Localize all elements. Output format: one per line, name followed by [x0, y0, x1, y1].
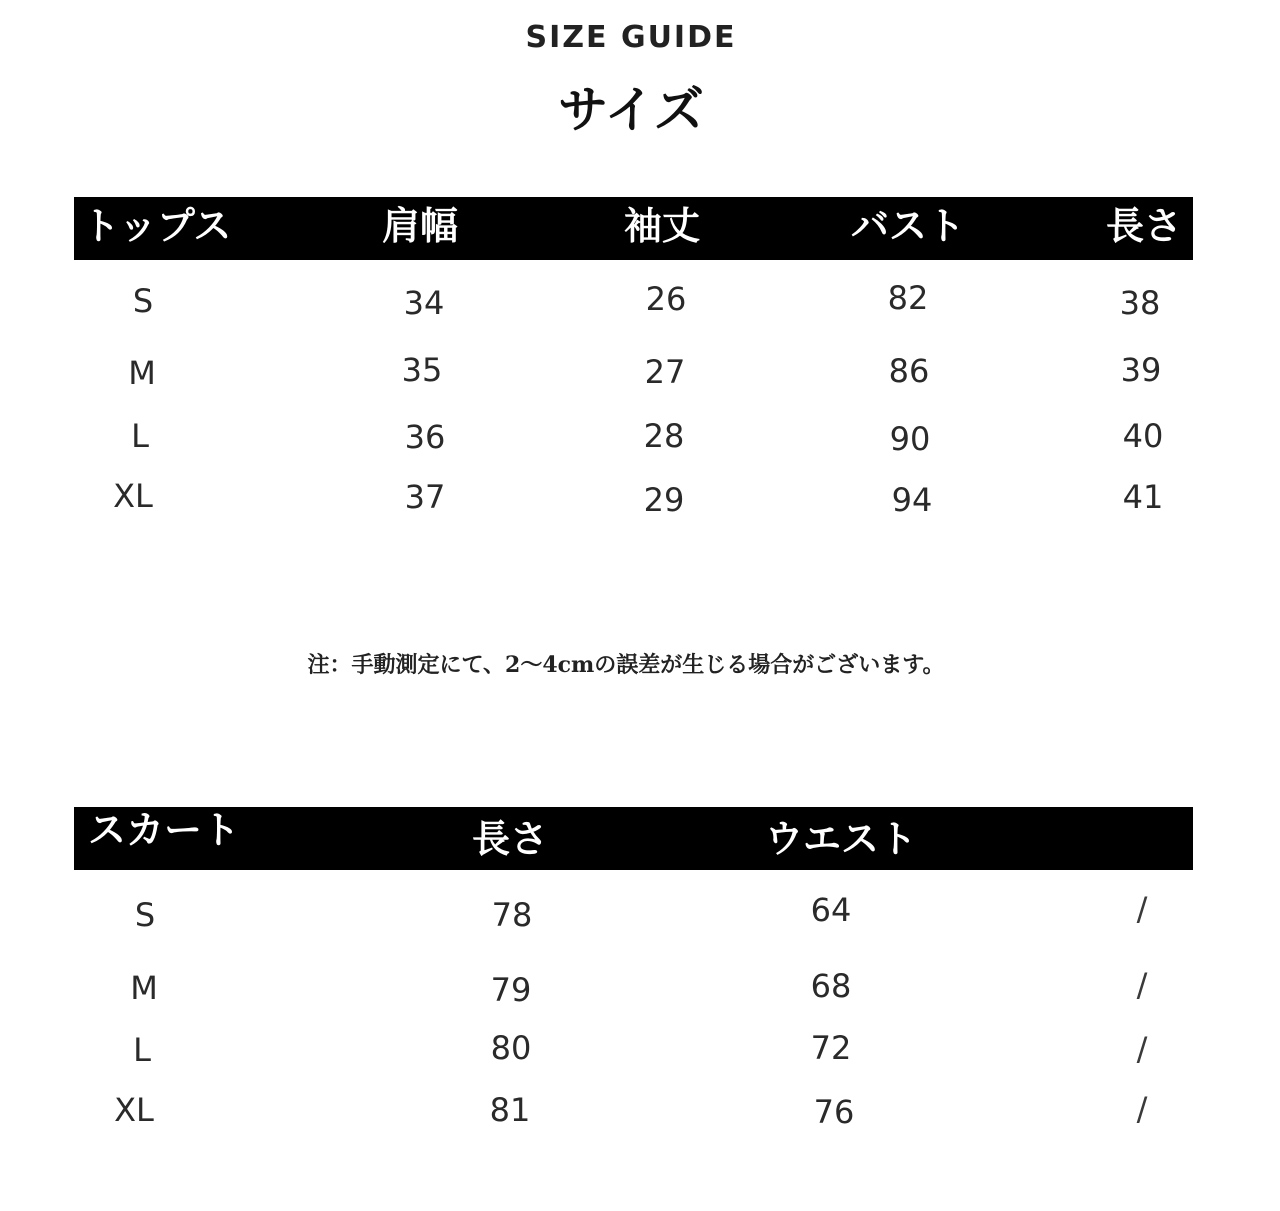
- size-guide-label: SIZE GUIDE: [525, 20, 737, 55]
- shoulder-value: 37: [404, 478, 446, 516]
- bust-value: 90: [889, 420, 931, 458]
- length-value: 79: [490, 971, 532, 1009]
- tops-header-shoulder: 肩幅: [382, 203, 459, 248]
- size-label: L: [131, 417, 149, 455]
- length-value: 38: [1119, 284, 1161, 322]
- size-label: M: [130, 969, 158, 1007]
- size-label: L: [133, 1031, 151, 1069]
- bust-value: 94: [891, 481, 933, 519]
- waist-value: 76: [813, 1093, 855, 1131]
- size-label: S: [134, 896, 156, 934]
- empty-value: /: [1136, 1090, 1148, 1128]
- measurement-note: 注：手動測定にて、2～4cmの誤差が生じる場合がございます。: [307, 652, 945, 678]
- bust-value: 86: [888, 352, 930, 390]
- length-value: 78: [491, 896, 533, 934]
- length-value: 81: [489, 1091, 531, 1129]
- shoulder-value: 34: [403, 284, 445, 322]
- empty-value: /: [1136, 1030, 1148, 1068]
- sleeve-value: 28: [643, 417, 685, 455]
- length-value: 80: [490, 1029, 532, 1067]
- shoulder-value: 35: [401, 351, 443, 389]
- length-value: 40: [1122, 417, 1164, 455]
- tops-header-bust: バスト: [851, 203, 966, 248]
- tops-header-sleeve: 袖丈: [624, 203, 701, 248]
- sleeve-value: 29: [643, 481, 685, 519]
- sleeve-value: 26: [645, 280, 687, 318]
- shoulder-value: 36: [404, 418, 446, 456]
- tops-header-category: トップス: [82, 203, 232, 248]
- skirt-header-category: スカート: [88, 807, 241, 852]
- waist-value: 68: [810, 967, 852, 1005]
- waist-value: 64: [810, 891, 852, 929]
- bust-value: 82: [887, 279, 929, 317]
- empty-value: /: [1136, 966, 1148, 1004]
- tops-table-header: [74, 197, 1193, 260]
- skirt-header-length: 長さ: [472, 816, 549, 861]
- skirt-header-waist: ウエスト: [765, 816, 918, 861]
- length-value: 39: [1120, 351, 1162, 389]
- waist-value: 72: [810, 1029, 852, 1067]
- tops-header-length: 長さ: [1106, 203, 1183, 248]
- skirt-table-header: [74, 807, 1193, 870]
- size-label: S: [132, 282, 154, 320]
- size-label: XL: [114, 1091, 154, 1129]
- sleeve-value: 27: [644, 353, 686, 391]
- size-label: M: [128, 354, 156, 392]
- size-label: XL: [113, 477, 153, 515]
- empty-value: /: [1136, 890, 1148, 928]
- length-value: 41: [1122, 478, 1164, 516]
- page-title: サイズ: [558, 80, 704, 139]
